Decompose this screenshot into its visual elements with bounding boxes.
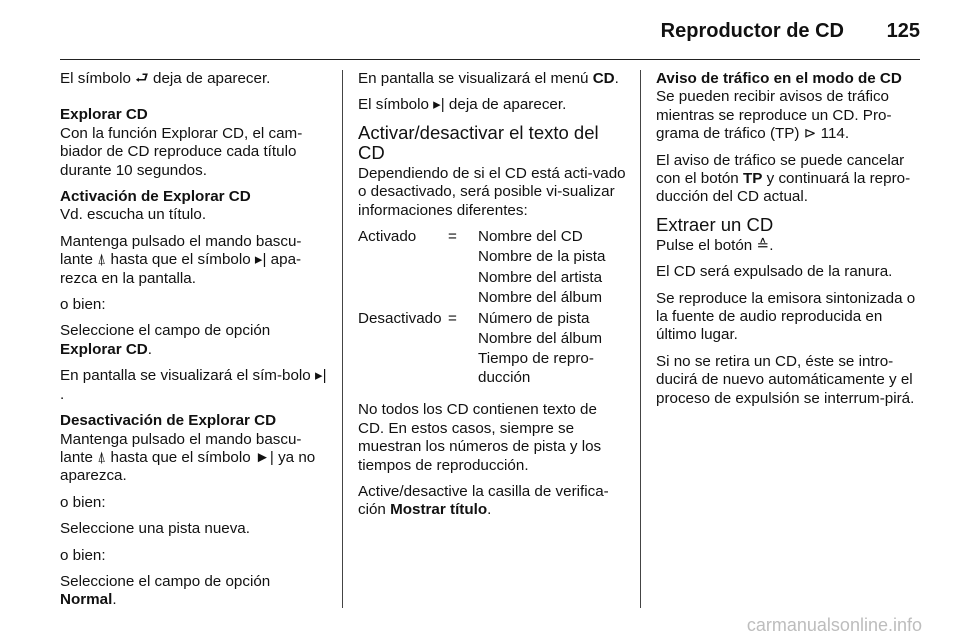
table-row bbox=[358, 228, 626, 248]
cd-text-table bbox=[358, 228, 626, 389]
heading-explorar-cd: Explorar CD bbox=[60, 106, 148, 124]
table-row bbox=[358, 330, 626, 350]
column-divider bbox=[640, 70, 641, 608]
reference-arrow-icon: ⊳ bbox=[803, 125, 817, 143]
paragraph-explorar: Con la función Explorar CD, el cam-biador de CD reproduce cada título durante 10 segundos. bbox=[60, 124, 303, 179]
paragraph-nueva-pista: Seleccione una pista nueva. bbox=[60, 520, 250, 538]
paragraph-expulsado: El CD será expulsado de la ranura. bbox=[656, 263, 893, 281]
table-row bbox=[358, 310, 626, 330]
column-divider bbox=[342, 70, 343, 608]
paragraph-aviso: Se pueden recibir avisos de tráfico mientras se reproduce un CD. Pro-grama de tráfico (TP) ⊳ 114. bbox=[656, 88, 892, 143]
page-number: 125 bbox=[886, 20, 920, 42]
heading-desactivacion: Desactivación de Explorar CD bbox=[60, 412, 277, 430]
column-right bbox=[656, 70, 924, 416]
table-key: Activado bbox=[358, 228, 417, 246]
table-key bbox=[358, 350, 448, 389]
table-value: Nombre de la pista bbox=[478, 248, 606, 266]
table-row bbox=[358, 269, 626, 289]
paragraph-seleccione: Seleccione el campo de opción Explorar CD. bbox=[60, 322, 271, 358]
table-equals bbox=[448, 350, 478, 389]
header-rule bbox=[60, 59, 920, 60]
table-value: Número de pista bbox=[478, 309, 590, 327]
paragraph-si-no: Si no se retira un CD, éste se intro-ducirá de nuevo automáticamente y el proceso de expulsión se interrum-pirá. bbox=[656, 352, 915, 407]
rocker-switch-icon: ⍋ bbox=[97, 448, 107, 466]
paragraph-no-todos: No todos los CD contienen texto de CD. En estos casos, siempre se muestran los números de pista y los tiempos de reproducción. bbox=[358, 401, 602, 474]
table-value: Nombre del álbum bbox=[478, 289, 603, 307]
paragraph-pulse: Pulse el botón ≙. bbox=[656, 236, 774, 254]
heading-activacion: Activación de Explorar CD bbox=[60, 188, 251, 206]
table-equals bbox=[448, 330, 478, 350]
paragraph-reproduce: Se reproduce la emisora sintonizada o la fuente de audio reproducida en último lugar. bbox=[656, 289, 916, 344]
text-o-bien: o bien: bbox=[60, 493, 106, 511]
page-header bbox=[60, 14, 920, 48]
table-value: Nombre del CD bbox=[478, 228, 583, 246]
table-key: Desactivado bbox=[358, 309, 442, 327]
paragraph-dependiendo: Dependiendo de si el CD está acti-vado o desactivado, será posible vi-sualizar informaciones diferentes: bbox=[358, 164, 626, 219]
table-row bbox=[358, 350, 626, 389]
table-equals: = bbox=[448, 309, 457, 327]
table-equals bbox=[448, 248, 478, 268]
next-track-icon: ►| bbox=[254, 448, 274, 466]
column-left bbox=[60, 70, 328, 618]
table-row bbox=[358, 248, 626, 268]
heading-extraer: Extraer un CD bbox=[656, 213, 774, 235]
repeat-icon: ⮐ bbox=[135, 70, 149, 87]
paragraph-cancelar: El aviso de tráfico se puede cancelar con el botón TP y continuará la repro-ducción del CD actual. bbox=[656, 151, 911, 206]
table-row bbox=[358, 289, 626, 309]
column-middle bbox=[358, 70, 626, 528]
table-key bbox=[358, 248, 448, 268]
paragraph-normal: Seleccione el campo de opción Normal. bbox=[60, 572, 271, 609]
table-key bbox=[358, 269, 448, 289]
paragraph-pantalla: En pantalla se visualizará el sím-bolo ▸|. bbox=[60, 367, 327, 403]
heading-aviso-trafico: Aviso de tráfico en el modo de CD bbox=[656, 70, 902, 87]
text-o-bien: o bien: bbox=[60, 296, 106, 314]
table-equals bbox=[448, 269, 478, 289]
next-track-icon: ▸| bbox=[433, 96, 445, 114]
rocker-switch-icon: ⍋ bbox=[97, 251, 107, 269]
next-track-icon: ▸| bbox=[314, 367, 327, 385]
table-value: Tiempo de repro-ducción bbox=[478, 350, 594, 386]
table-equals: = bbox=[448, 228, 457, 246]
eject-icon: ≙ bbox=[756, 236, 770, 254]
next-track-icon: ▸| bbox=[254, 251, 267, 269]
paragraph-simbolo: El símbolo ▸| deja de aparecer. bbox=[358, 96, 567, 114]
watermark: carmanualsonline.info bbox=[746, 615, 922, 635]
table-key bbox=[358, 330, 448, 350]
table-value: Nombre del álbum bbox=[478, 330, 603, 348]
text-o-bien: o bien: bbox=[60, 546, 106, 564]
page-title: Reproductor de CD bbox=[660, 20, 844, 42]
paragraph-desactivacion: Mantenga pulsado el mando bascu-lante ⍋ hasta que el símbolo ►| ya no aparezca. bbox=[60, 430, 316, 485]
paragraph-mantenga: Mantenga pulsado el mando bascu-lante ⍋ hasta que el símbolo ▸| apa-rezca en la pantalla. bbox=[60, 232, 302, 287]
paragraph-escucha: Vd. escucha un título. bbox=[60, 206, 207, 224]
paragraph-active: Active/desactive la casilla de verifica-ción Mostrar título. bbox=[358, 482, 609, 519]
table-value: Nombre del artista bbox=[478, 268, 603, 286]
table-key bbox=[358, 289, 448, 309]
table-equals bbox=[448, 289, 478, 309]
paragraph-repeat-symbol: El símbolo ⮐ deja de aparecer. bbox=[60, 70, 271, 87]
paragraph-menu-cd: En pantalla se visualizará el menú CD. bbox=[358, 70, 619, 87]
heading-texto-cd: Activar/desactivar el texto del CD bbox=[358, 121, 599, 163]
